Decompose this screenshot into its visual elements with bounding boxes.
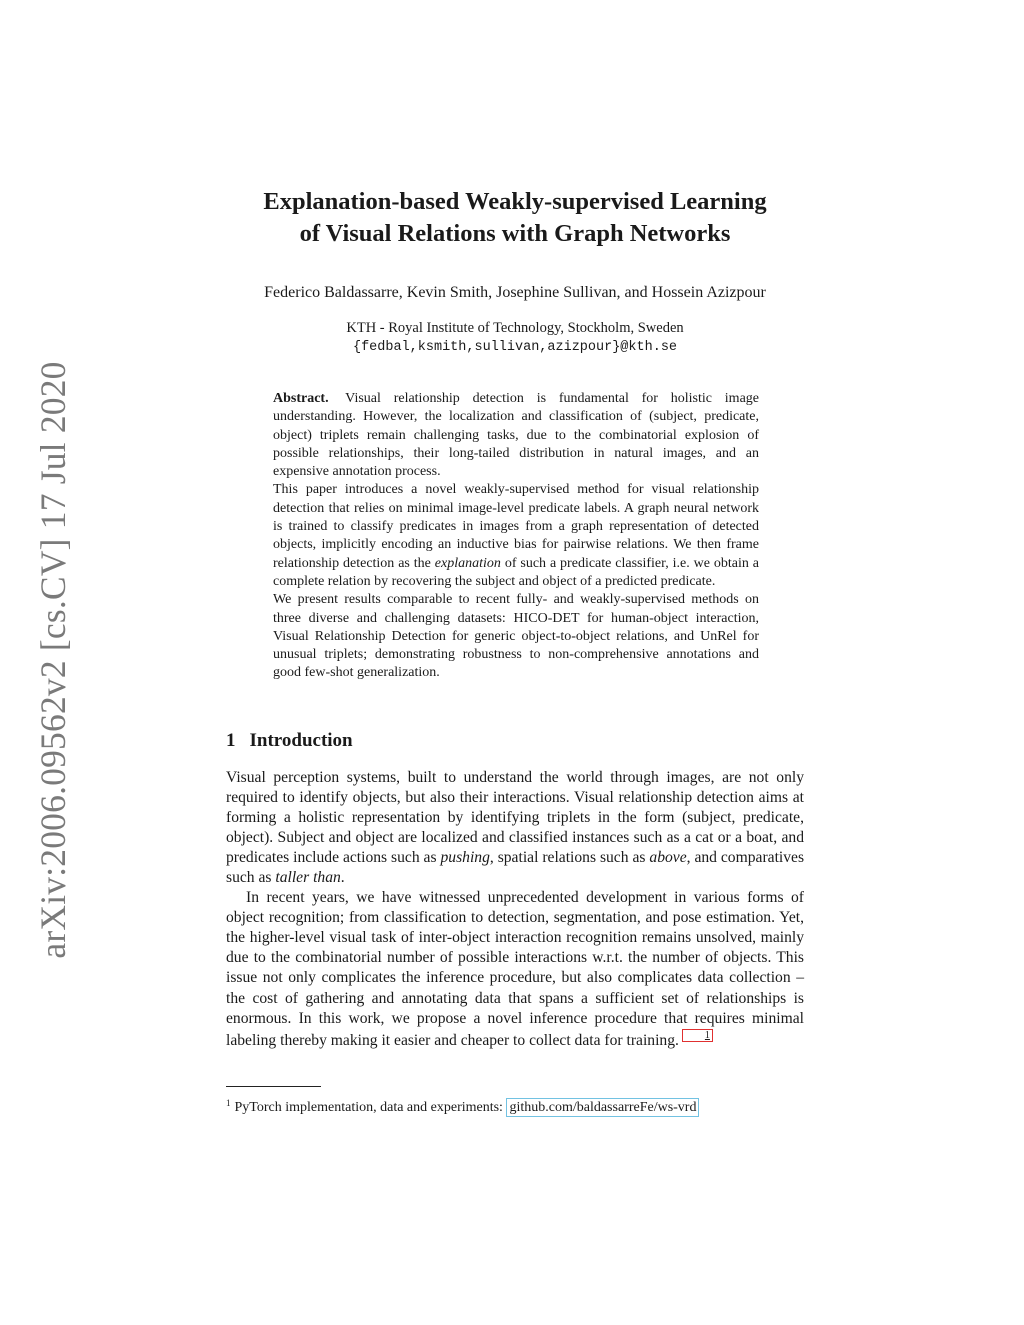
intro-text-2: In recent years, we have witnessed unprecedented development in various forms of object recognition; from classification to detection, segmentation, and pose estimation. Yet, the higher-level visual task of inter-object interaction recognition remains unsolved, mainly due to the combinatorial number of possible interactions w.r.t. the number of objects. This issue not only complicates the inference procedure, but also complicates data collection – the cost of gathering and annotating data that spans a sufficient set of relationships is enormous. In this work, we propose a novel inference procedure that requires minimal labeling thereby making it easier and cheaper to collect data for training. xyxy=(226,889,804,1049)
section-heading-introduction xyxy=(226,730,353,752)
author-emails: {fedbal,ksmith,sullivan,azizpour}@kth.se xyxy=(352,340,678,355)
abstract-paragraph-1 xyxy=(273,390,759,481)
paper-title xyxy=(226,186,804,250)
section-number: 1 xyxy=(226,730,236,751)
intro-text-1a: Visual perception systems, built to understand the world through images, are not only required to identify objects, but also their interactions. Visual relationship detection aims at forming a holistic representation by identifying triplets in the form (subject, predicate, object). Subject and object are localized and classified instances such as a cat or a boat, and predicates include actions such as xyxy=(226,769,804,867)
intro-text-1d: . xyxy=(340,869,345,887)
intro-text-1b: , spatial relations such as xyxy=(489,849,646,867)
intro-text-1c: , and comparatives such as xyxy=(226,849,805,887)
arxiv-identifier-stamp: arXiv:2006.09562v2 [cs.CV] 17 Jul 2020 xyxy=(33,361,73,959)
footnote-text: PyTorch implementation, data and experiments: xyxy=(234,1100,503,1115)
github-repo-link[interactable]: github.com/baldassarreFe/ws-vrd xyxy=(506,1098,699,1117)
introduction-body xyxy=(226,768,804,1051)
intro-paragraph-2 xyxy=(226,888,804,1050)
footnote xyxy=(226,1094,816,1117)
abstract-text-2b: of such a predicate classifier, i.e. we obtain a complete relation by recovering the subject and object of a predicted predicate. xyxy=(273,555,759,589)
intro-emphasis-above: above xyxy=(649,849,687,867)
footnote-reference-link[interactable]: 1 xyxy=(682,1029,713,1042)
abstract-paragraph-2 xyxy=(273,481,759,591)
paper-title-line-1: Explanation-based Weakly-supervised Learning xyxy=(263,188,767,215)
abstract-text-1: Visual relationship detection is fundamental for holistic image understanding. However, the localization and classification of (subject, predicate, object) triplets remain challenging tasks, due to the combinatorial explosion of possible relationships, their long-tailed distribution in natural images, and an expensive annotation process. xyxy=(273,391,759,480)
abstract-emphasis-explanation: explanation xyxy=(434,555,501,571)
section-title: Introduction xyxy=(249,730,353,751)
abstract-label: Abstract. xyxy=(273,391,329,406)
footnote-number: 1 xyxy=(226,1098,231,1108)
intro-emphasis-taller-than: taller than xyxy=(275,869,341,887)
intro-paragraph-1 xyxy=(226,768,804,888)
abstract-text-2a: This paper introduces a novel weakly-supervised method for visual relationship detection that relies on minimal image-level predicate labels. A graph neural network is trained to classify predicates in images from a graph representation of detected objects, implicitly encoding an inductive bias for pairwise relations. We then frame relationship detection as the xyxy=(273,482,759,571)
abstract xyxy=(273,390,759,683)
footnote-divider xyxy=(226,1086,321,1087)
author-list: Federico Baldassarre, Kevin Smith, Josephine Sullivan, and Hossein Azizpour xyxy=(264,284,766,301)
intro-emphasis-pushing: pushing xyxy=(440,849,490,867)
abstract-paragraph-3: We present results comparable to recent fully- and weakly-supervised methods on three diverse and challenging datasets: HICO-DET for human-object interaction, Visual Relationship Detection for generic object-to-object relations, and UnRel for unusual triplets; demonstrating robustness to non-comprehensive annotations and good few-shot generalization. xyxy=(273,592,759,681)
paper-title-line-2: of Visual Relations with Graph Networks xyxy=(299,220,731,247)
affiliation xyxy=(226,319,804,357)
institution: KTH - Royal Institute of Technology, Stockholm, Sweden xyxy=(346,320,684,336)
